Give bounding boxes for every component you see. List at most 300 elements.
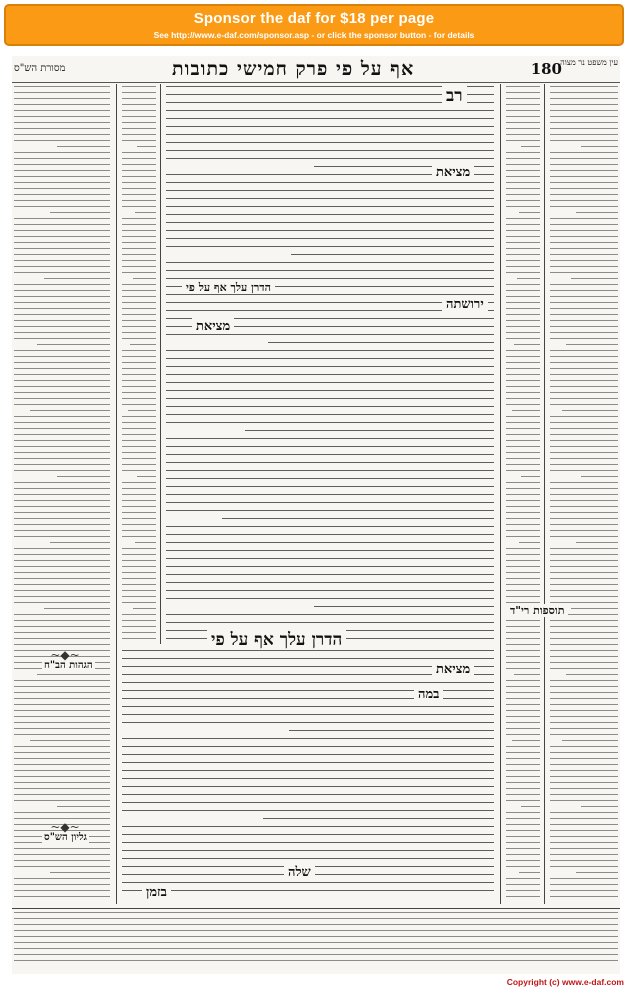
text-line <box>506 320 540 321</box>
text-line <box>550 866 618 867</box>
text-line <box>122 658 494 659</box>
text-line <box>268 342 494 343</box>
text-line <box>122 104 156 105</box>
text-line <box>122 296 156 297</box>
text-line <box>14 242 110 243</box>
text-line <box>14 494 110 495</box>
text-line <box>166 206 494 207</box>
text-line <box>122 152 156 153</box>
text-line <box>166 190 494 191</box>
text-line <box>14 434 110 435</box>
text-line <box>506 314 540 315</box>
heading-metzia-1: מציאת <box>432 164 474 180</box>
rule-margin-right <box>544 84 545 904</box>
text-line <box>14 164 110 165</box>
sponsor-subtitle[interactable]: See http://www.e-daf.com/sponsor.asp - or click the sponsor button - for details <box>153 30 475 40</box>
text-line <box>550 320 618 321</box>
text-line <box>14 302 110 303</box>
text-line <box>550 254 618 255</box>
text-line <box>122 170 156 171</box>
text-line <box>166 422 494 423</box>
text-line <box>506 260 540 261</box>
rashi-column <box>506 86 540 902</box>
text-line <box>550 662 618 663</box>
text-line <box>14 116 110 117</box>
text-line <box>14 200 110 201</box>
text-line <box>506 566 540 567</box>
text-line <box>550 728 618 729</box>
text-line <box>122 398 156 399</box>
text-line <box>506 386 540 387</box>
text-line <box>506 812 540 813</box>
text-line <box>122 682 494 683</box>
text-line <box>14 440 110 441</box>
text-line <box>550 722 618 723</box>
text-line <box>550 734 618 735</box>
text-line <box>550 590 618 591</box>
text-line <box>506 524 540 525</box>
text-line <box>550 440 618 441</box>
text-line <box>550 260 618 261</box>
text-line <box>14 602 110 603</box>
text-line <box>122 110 156 111</box>
text-line <box>550 890 618 891</box>
text-line <box>14 140 110 141</box>
text-line <box>122 122 156 123</box>
text-line <box>506 572 540 573</box>
margin-notes-left <box>14 86 110 902</box>
text-line <box>550 788 618 789</box>
sponsor-title[interactable]: Sponsor the daf for $18 per page <box>193 10 435 27</box>
text-line <box>506 200 540 201</box>
text-line <box>550 818 618 819</box>
ein-mishpat-label: עין משפט נר מצוה <box>560 58 618 67</box>
heading-metzia-2: מציאת <box>192 318 234 334</box>
text-line <box>550 128 618 129</box>
text-line <box>506 98 540 99</box>
text-line <box>14 260 110 261</box>
text-line <box>550 356 618 357</box>
text-line <box>550 332 618 333</box>
text-line <box>506 152 540 153</box>
text-line <box>14 626 110 627</box>
text-line <box>14 86 110 87</box>
text-line <box>519 212 540 213</box>
text-line <box>14 92 110 93</box>
text-line <box>166 158 494 159</box>
text-line <box>14 912 618 913</box>
text-line <box>506 650 540 651</box>
text-line <box>122 284 156 285</box>
text-line <box>222 518 494 519</box>
text-line <box>506 86 540 87</box>
copyright-notice[interactable]: Copyright (c) www.e-daf.com <box>506 977 624 987</box>
text-line <box>166 382 494 383</box>
text-line <box>506 164 540 165</box>
text-line <box>550 488 618 489</box>
text-line <box>122 572 156 573</box>
text-line <box>122 602 156 603</box>
text-line <box>550 176 618 177</box>
text-line <box>122 488 156 489</box>
text-line <box>506 536 540 537</box>
text-line <box>166 590 494 591</box>
text-line <box>506 350 540 351</box>
text-line <box>506 374 540 375</box>
text-line <box>122 230 156 231</box>
text-line <box>550 602 618 603</box>
text-line <box>506 158 540 159</box>
text-line <box>14 536 110 537</box>
text-line <box>44 278 110 279</box>
text-line <box>550 620 618 621</box>
text-line <box>166 134 494 135</box>
text-line <box>122 746 494 747</box>
text-line <box>506 590 540 591</box>
text-line <box>550 800 618 801</box>
text-line <box>550 584 618 585</box>
text-line <box>506 356 540 357</box>
text-line <box>14 554 110 555</box>
text-line <box>506 824 540 825</box>
text-line <box>122 882 494 883</box>
text-line <box>122 434 156 435</box>
text-line <box>550 242 618 243</box>
text-line <box>506 794 540 795</box>
text-line <box>122 134 156 135</box>
text-line <box>14 960 618 961</box>
text-line <box>122 536 156 537</box>
text-line <box>550 272 618 273</box>
text-line <box>14 266 110 267</box>
text-line <box>566 674 618 675</box>
text-line <box>550 554 618 555</box>
text-line <box>122 548 156 549</box>
text-line <box>550 86 618 87</box>
text-line <box>122 86 156 87</box>
text-line <box>506 896 540 897</box>
text-line <box>550 224 618 225</box>
text-line <box>506 488 540 489</box>
text-line <box>14 458 110 459</box>
hagahot-habach-label: הגהות הב"ח <box>44 660 93 671</box>
text-line <box>581 806 618 807</box>
text-line <box>130 344 156 345</box>
text-line <box>166 438 494 439</box>
text-line <box>506 446 540 447</box>
text-line <box>122 494 156 495</box>
text-line <box>550 380 618 381</box>
heading-metzia-3: מציאת <box>432 661 474 677</box>
text-line <box>550 200 618 201</box>
text-line <box>506 230 540 231</box>
text-line <box>122 614 156 615</box>
text-line <box>506 452 540 453</box>
heading-yerushaso: ירושתה <box>442 296 488 312</box>
text-line <box>122 140 156 141</box>
text-line <box>14 716 110 717</box>
text-line <box>550 776 618 777</box>
text-line <box>122 626 156 627</box>
text-line <box>14 314 110 315</box>
text-line <box>14 230 110 231</box>
text-line <box>122 242 156 243</box>
text-line <box>550 116 618 117</box>
text-line <box>122 632 156 633</box>
text-line <box>166 222 494 223</box>
text-line <box>506 698 540 699</box>
text-line <box>550 170 618 171</box>
text-line <box>30 410 110 411</box>
text-line <box>122 754 494 755</box>
text-line <box>550 248 618 249</box>
text-line <box>550 704 618 705</box>
text-line <box>14 170 110 171</box>
text-line <box>166 246 494 247</box>
text-line <box>581 476 618 477</box>
text-line <box>166 486 494 487</box>
text-line <box>166 334 494 335</box>
text-line <box>550 422 618 423</box>
text-line <box>506 836 540 837</box>
text-line <box>122 524 156 525</box>
text-line <box>506 434 540 435</box>
text-line <box>550 350 618 351</box>
text-line <box>506 632 540 633</box>
text-line <box>14 272 110 273</box>
text-line <box>245 430 494 431</box>
text-line <box>122 254 156 255</box>
text-line <box>122 440 156 441</box>
text-line <box>506 380 540 381</box>
text-line <box>166 390 494 391</box>
text-line <box>14 524 110 525</box>
text-line <box>550 506 618 507</box>
text-line <box>14 942 618 943</box>
text-line <box>122 158 156 159</box>
text-line <box>14 854 110 855</box>
text-line <box>506 494 540 495</box>
text-line <box>122 338 156 339</box>
text-line <box>14 698 110 699</box>
text-line <box>506 254 540 255</box>
text-line <box>14 218 110 219</box>
text-line <box>122 248 156 249</box>
text-line <box>166 446 494 447</box>
text-line <box>166 558 494 559</box>
text-line <box>122 386 156 387</box>
text-line <box>550 860 618 861</box>
text-line <box>14 812 110 813</box>
text-line <box>550 656 618 657</box>
text-line <box>506 392 540 393</box>
text-line <box>166 214 494 215</box>
text-line <box>506 752 540 753</box>
text-line <box>550 560 618 561</box>
text-line <box>14 518 110 519</box>
ornament-divider-1: ~◆~ <box>50 648 80 662</box>
text-line <box>550 452 618 453</box>
text-line <box>550 650 618 651</box>
text-line <box>122 362 156 363</box>
text-line <box>550 548 618 549</box>
text-line <box>166 238 494 239</box>
text-line <box>50 542 110 543</box>
sponsor-banner[interactable] <box>4 4 624 46</box>
text-line <box>128 410 156 411</box>
text-line <box>166 398 494 399</box>
text-line <box>506 530 540 531</box>
text-line <box>122 320 156 321</box>
text-line <box>550 638 618 639</box>
text-line <box>506 680 540 681</box>
tosafot-column <box>122 86 156 646</box>
text-line <box>14 338 110 339</box>
text-line <box>550 632 618 633</box>
text-line <box>506 506 540 507</box>
text-line <box>562 410 618 411</box>
rule-inner-left <box>160 84 161 644</box>
text-line <box>506 842 540 843</box>
text-line <box>506 770 540 771</box>
text-line <box>14 464 110 465</box>
text-line <box>14 368 110 369</box>
text-line <box>14 884 110 885</box>
text-line <box>122 404 156 405</box>
text-line <box>122 714 494 715</box>
text-line <box>506 290 540 291</box>
text-line <box>14 896 110 897</box>
text-line <box>166 542 494 543</box>
text-line <box>506 428 540 429</box>
text-line <box>550 338 618 339</box>
text-line <box>571 278 618 279</box>
text-line <box>166 294 494 295</box>
text-line <box>550 164 618 165</box>
text-line <box>506 728 540 729</box>
text-line <box>14 728 110 729</box>
text-line <box>550 680 618 681</box>
text-line <box>506 734 540 735</box>
text-line <box>550 308 618 309</box>
text-line <box>506 662 540 663</box>
text-line <box>550 578 618 579</box>
text-line <box>506 440 540 441</box>
text-line <box>566 344 618 345</box>
text-line <box>122 260 156 261</box>
text-line <box>506 362 540 363</box>
text-line <box>166 534 494 535</box>
text-line <box>550 644 618 645</box>
text-line <box>14 374 110 375</box>
text-line <box>506 692 540 693</box>
text-line <box>14 758 110 759</box>
text-line <box>506 104 540 105</box>
text-line <box>506 458 540 459</box>
text-line <box>550 854 618 855</box>
text-line <box>550 686 618 687</box>
text-line <box>550 446 618 447</box>
text-line <box>506 308 540 309</box>
text-line <box>514 344 540 345</box>
text-line <box>166 494 494 495</box>
text-line <box>550 668 618 669</box>
text-line <box>122 786 494 787</box>
text-line <box>550 710 618 711</box>
text-line <box>550 482 618 483</box>
text-line <box>122 518 156 519</box>
text-line <box>506 92 540 93</box>
text-line <box>506 338 540 339</box>
text-line <box>122 722 494 723</box>
text-line <box>14 560 110 561</box>
text-line <box>506 890 540 891</box>
text-line <box>14 398 110 399</box>
text-line <box>50 212 110 213</box>
text-line <box>14 446 110 447</box>
text-line <box>506 620 540 621</box>
text-line <box>506 266 540 267</box>
text-line <box>550 716 618 717</box>
text-line <box>550 458 618 459</box>
text-line <box>50 872 110 873</box>
text-line <box>122 194 156 195</box>
text-line <box>550 764 618 765</box>
text-line <box>122 326 156 327</box>
text-line <box>122 308 156 309</box>
text-line <box>122 858 494 859</box>
text-line <box>14 590 110 591</box>
rule-right <box>500 84 501 904</box>
text-line <box>122 452 156 453</box>
text-line <box>506 332 540 333</box>
text-line <box>521 806 540 807</box>
text-line <box>14 746 110 747</box>
text-line <box>14 248 110 249</box>
text-line <box>550 152 618 153</box>
text-line <box>14 722 110 723</box>
text-line <box>512 410 540 411</box>
text-line <box>14 488 110 489</box>
text-line <box>14 954 618 955</box>
text-line <box>14 104 110 105</box>
text-line <box>14 236 110 237</box>
text-line <box>14 710 110 711</box>
text-line <box>122 584 156 585</box>
text-line <box>122 98 156 99</box>
text-line <box>506 134 540 135</box>
text-line <box>14 176 110 177</box>
text-line <box>550 326 618 327</box>
text-line <box>122 770 494 771</box>
text-line <box>166 526 494 527</box>
text-line <box>14 948 618 949</box>
text-line <box>550 530 618 531</box>
text-line <box>122 834 494 835</box>
text-line <box>122 428 156 429</box>
heading-bazman: בזמן <box>142 884 171 900</box>
text-line <box>14 392 110 393</box>
text-line <box>14 878 110 879</box>
text-line <box>14 356 110 357</box>
text-line <box>550 812 618 813</box>
text-line <box>166 118 494 119</box>
text-line <box>14 500 110 501</box>
text-line <box>550 386 618 387</box>
text-line <box>122 706 494 707</box>
text-line <box>14 152 110 153</box>
text-line <box>550 314 618 315</box>
